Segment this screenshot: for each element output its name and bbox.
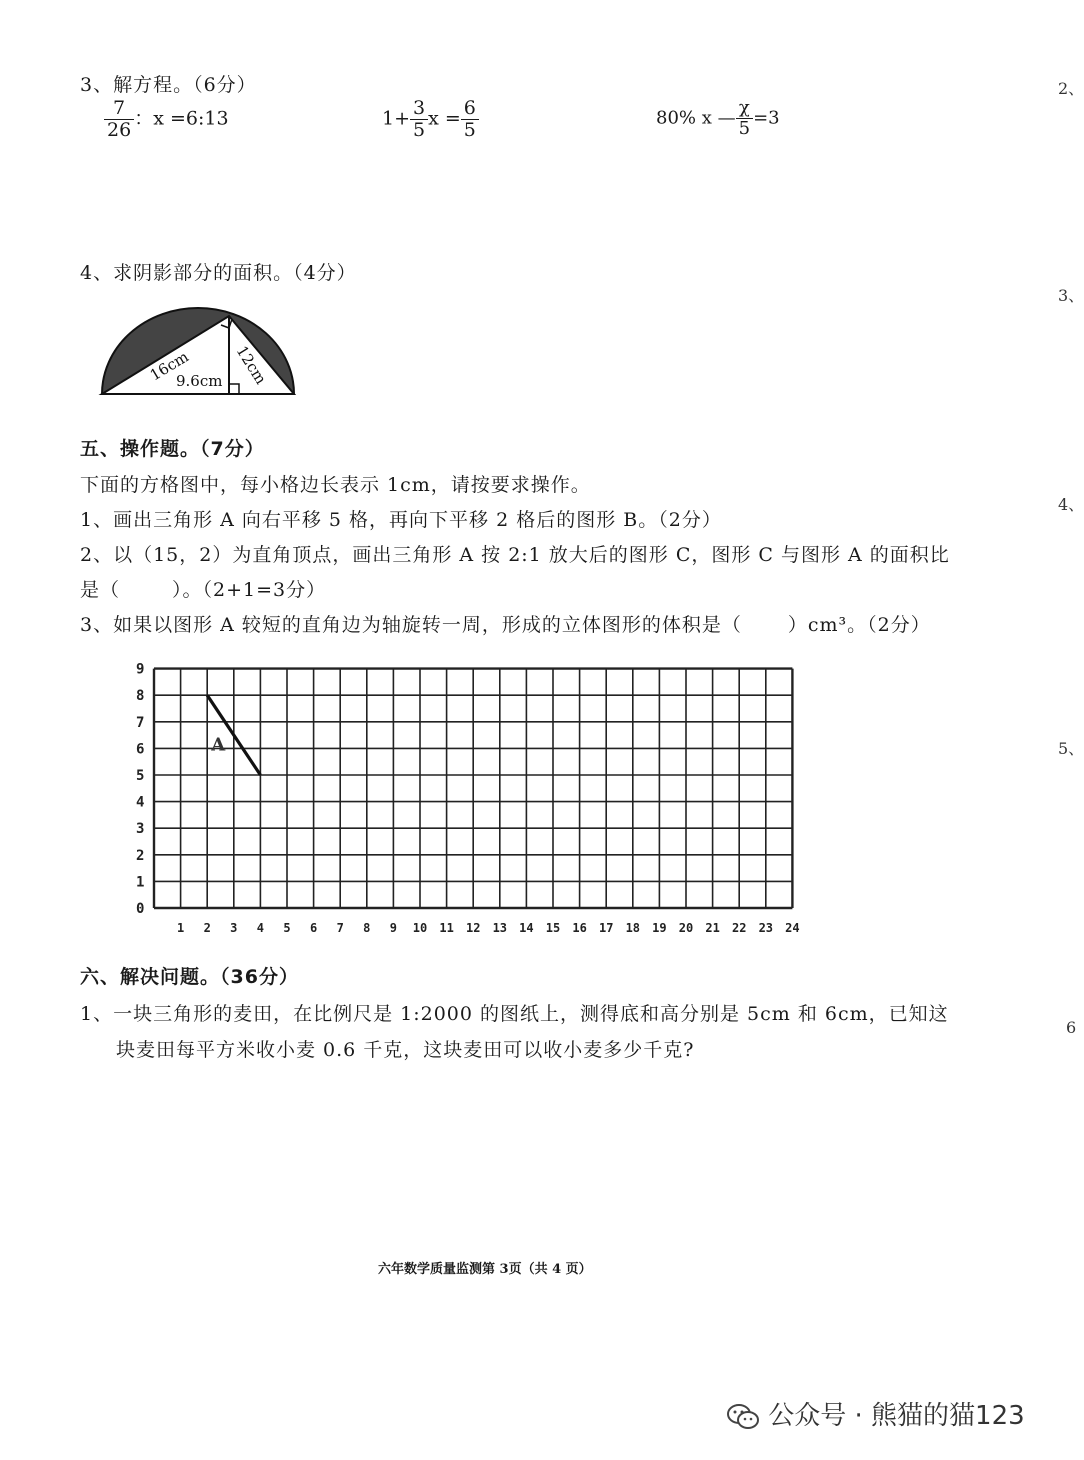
x-tick-label: 11 bbox=[439, 921, 454, 935]
x-tick-label: 4 bbox=[256, 921, 265, 935]
q3-title: 3、解方程。（6分） bbox=[80, 74, 257, 96]
x-tick-label: 14 bbox=[519, 921, 534, 935]
item3-pre: 3、如果以图形 A 较短的直角边为轴旋转一周，形成的立体图形的体积是（ bbox=[80, 614, 742, 636]
x-tick-label: 9 bbox=[389, 921, 398, 935]
eq2-mid: x = bbox=[428, 107, 461, 130]
side-number: 4、 bbox=[1058, 495, 1084, 514]
section-5-intro: 下面的方格图中，每小格边长表示 1cm，请按要求操作。 bbox=[80, 474, 591, 496]
eq1-numerator: 7 bbox=[104, 98, 134, 120]
semicircle-figure bbox=[96, 306, 300, 406]
eq2-numerator-2: 6 bbox=[461, 98, 479, 120]
eq2-prefix: 1+ bbox=[382, 107, 411, 130]
equation-3 bbox=[656, 98, 780, 139]
y-tick-label: 1 bbox=[136, 874, 145, 891]
equation-1 bbox=[104, 98, 229, 141]
x-tick-label: 13 bbox=[492, 921, 508, 935]
q4-title: 4、求阴影部分的面积。（4分） bbox=[80, 262, 357, 284]
y-tick-label: 5 bbox=[136, 768, 145, 784]
y-axis-labels bbox=[136, 662, 144, 917]
x-tick-label: 5 bbox=[283, 921, 291, 935]
item2-pre: 是（ bbox=[80, 579, 121, 601]
x-tick-label: 7 bbox=[336, 921, 344, 935]
x-tick-label: 2 bbox=[203, 921, 211, 935]
eq1-rest: ：x =6:13 bbox=[134, 107, 229, 130]
x-tick-label: 3 bbox=[230, 921, 238, 935]
x-tick-label: 24 bbox=[785, 921, 800, 935]
x-tick-label: 17 bbox=[598, 921, 614, 935]
section-6-q1-line-2: 块麦田每平方米收小麦 0.6 千克，这块麦田可以收小麦多少千克? bbox=[116, 1039, 695, 1061]
x-tick-label: 1 bbox=[176, 921, 185, 935]
page-footer: 六年数学质量监测第 3页（共 4 页） bbox=[378, 1262, 592, 1277]
section-5-title: 五、操作题。（7分） bbox=[80, 438, 265, 460]
y-tick-label: 4 bbox=[136, 794, 145, 811]
x-tick-label: 8 bbox=[363, 921, 371, 935]
eq3-rest: =3 bbox=[753, 107, 780, 129]
y-tick-label: 0 bbox=[136, 901, 145, 917]
section-5-item-2b bbox=[80, 575, 326, 602]
equation-2 bbox=[382, 98, 479, 141]
label-hypotenuse: 16cm bbox=[146, 347, 192, 385]
x-tick-label: 15 bbox=[545, 921, 561, 935]
x-tick-label: 18 bbox=[625, 921, 641, 935]
grid-lines bbox=[154, 669, 792, 908]
x-tick-label: 19 bbox=[652, 921, 667, 935]
x-tick-label: 22 bbox=[731, 921, 747, 935]
x-tick-label: 6 bbox=[309, 921, 318, 935]
section-5-item-3 bbox=[80, 610, 931, 637]
eq2-denominator-2: 5 bbox=[463, 118, 476, 141]
x-tick-label: 23 bbox=[758, 921, 774, 935]
eq3-prefix: 80% x — bbox=[656, 107, 736, 129]
y-tick-label: 3 bbox=[136, 821, 145, 838]
section-5-item-1: 1、画出三角形 A 向右平移 5 格，再向下平移 2 格后的图形 B。（2分） bbox=[80, 509, 722, 531]
eq3-denominator: 5 bbox=[738, 117, 751, 139]
side-number: 2、 bbox=[1058, 79, 1084, 98]
y-tick-label: 2 bbox=[136, 847, 145, 864]
watermark-text: 公众号 · 熊猫的猫123 bbox=[768, 1401, 1025, 1431]
side-number: 3、 bbox=[1058, 286, 1084, 305]
x-tick-label: 10 bbox=[412, 921, 428, 935]
item2-post: ）。（2+1=3分） bbox=[172, 579, 327, 601]
y-tick-label: 7 bbox=[136, 714, 145, 731]
watermark bbox=[726, 1395, 1025, 1432]
eq2-denominator: 5 bbox=[413, 118, 426, 141]
coordinate-grid bbox=[120, 650, 840, 940]
x-tick-label: 16 bbox=[572, 921, 587, 935]
y-tick-label: 8 bbox=[136, 688, 145, 705]
x-tick-label: 21 bbox=[705, 921, 720, 935]
section-5-item-2a: 2、以（15，2）为直角顶点，画出三角形 A 按 2:1 放大后的图形 C，图形 C 与图形 A 的面积比 bbox=[80, 544, 950, 566]
x-axis-labels bbox=[177, 921, 800, 935]
section-6-q1-line-1: 1、一块三角形的麦田，在比例尺是 1:2000 的图纸上，测得底和高分别是 5cm 和 6cm，已知这 bbox=[80, 1003, 949, 1025]
eq1-denominator: 26 bbox=[107, 118, 132, 141]
triangle-a-label: A bbox=[211, 734, 226, 756]
item3-post: ）cm³。（2分） bbox=[787, 614, 931, 636]
side-number: 5、 bbox=[1058, 739, 1084, 758]
wechat-icon bbox=[726, 1402, 760, 1432]
eq2-numerator: 3 bbox=[410, 98, 428, 120]
y-tick-label: 9 bbox=[136, 661, 145, 678]
label-leg: 12cm bbox=[232, 342, 270, 388]
section-6-title: 六、解决问题。（36分） bbox=[80, 966, 299, 988]
eq3-numerator: χ bbox=[736, 98, 753, 119]
x-tick-label: 20 bbox=[678, 921, 694, 935]
label-altitude: 9.6cm bbox=[176, 372, 223, 390]
side-number: 6 bbox=[1066, 1018, 1077, 1037]
y-tick-label: 6 bbox=[136, 741, 145, 758]
x-tick-label: 12 bbox=[465, 921, 481, 935]
